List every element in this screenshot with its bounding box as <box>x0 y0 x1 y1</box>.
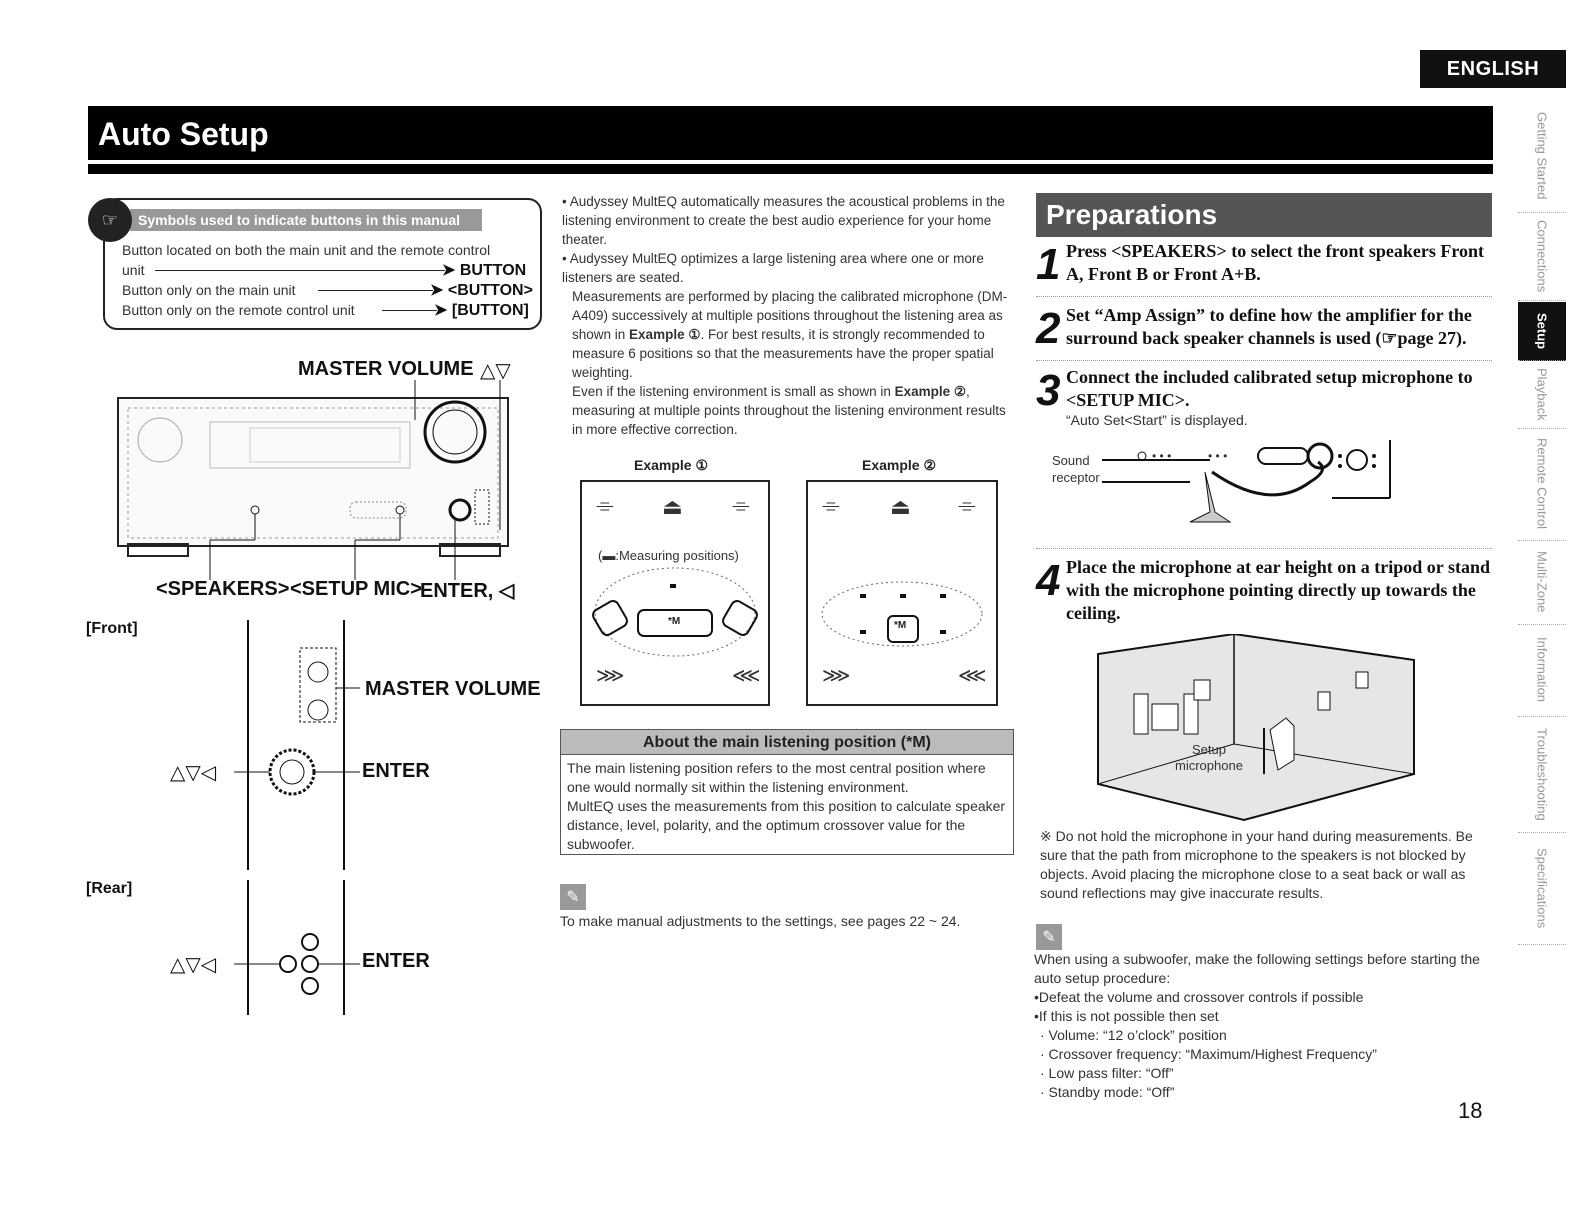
arrow-line-3 <box>382 310 437 311</box>
btn-label-both: ➤ BUTTON <box>442 262 527 279</box>
intro-para-2: Even if the listening environment is small as shown in Example ②, measuring at multiple points throughout the listening environment results in more effective correction. <box>572 384 1006 437</box>
label-speakers: <SPEAKERS> <box>156 578 290 600</box>
intro-para-1: Measurements are performed by placing the calibrated microphone (DM-A409) successively at multiple positions throughout the listening area as shown in Example ①. For best results, it is strongly recommended to measure 6 positions so that the measurements have the proper spatial weighting. <box>572 289 1008 380</box>
label-setup-mic: <SETUP MIC> <box>290 578 422 600</box>
symbols-line1b: unit <box>122 262 145 278</box>
remote-rear-diagram <box>170 880 370 1020</box>
step-3-text: Connect the included calibrated setup microphone to <SETUP MIC>. <box>1066 367 1473 410</box>
page-number: 18 <box>1458 1098 1483 1123</box>
label-rear-enter: ENTER <box>362 950 430 972</box>
svg-text:⋙: ⋙ <box>596 665 625 687</box>
example-2-diagram <box>806 480 998 706</box>
label-rear: [Rear] <box>86 880 133 897</box>
svg-text:⋘: ⋘ <box>732 665 761 687</box>
reference-hand-icon: ☞ <box>88 198 132 242</box>
sound-receptor-label: Sound receptor <box>1052 453 1100 485</box>
intro-bullet-2: • Audyssey MultEQ optimizes a large listening area where one or more listeners are seated. <box>562 251 984 285</box>
symbols-line2: Button only on the main unit <box>122 282 296 298</box>
room-mic-diagram <box>1094 634 1494 824</box>
step-4-text: Place the microphone at ear height on a tripod or stand with the microphone pointing directly up towards the ceiling. <box>1066 557 1490 623</box>
manual-adjust-note: To make manual adjustments to the settings, see pages 22 ~ 24. <box>560 913 961 929</box>
language-tab: ENGLISH <box>1420 50 1566 88</box>
pencil-note-icon: ✎ <box>1036 924 1062 950</box>
label-remote-master-volume: MASTER VOLUME <box>365 678 541 700</box>
intro-bullet-1: • Audyssey MultEQ automatically measures the acoustical problems in the listening environment to create the best audio experience for your home theater. <box>562 194 1005 247</box>
symbols-line1: Button located on both the main unit and the remote control <box>122 242 491 258</box>
tab-playback[interactable]: Playback <box>1518 360 1566 429</box>
step-3-number: 3 <box>1036 366 1061 415</box>
example-1-diagram <box>580 480 770 706</box>
about-para-2: MultEQ uses the measurements from this position to calculate speaker distance, level, polarity, and the optimum crossover value for the subwoofer. <box>567 798 1006 852</box>
warning-note: ※ Do not hold the microphone in your hand during measurements. Be sure that the path from microphone to the speakers is not blocked by objects. Avoid placing the microphone close to a seat back or wall as sound reflections may give inaccurate results. <box>1040 828 1473 901</box>
svg-text:⋙: ⋙ <box>822 665 851 687</box>
tab-remote-control[interactable]: Remote Control <box>1518 428 1566 541</box>
tab-getting-started[interactable]: Getting Started <box>1518 100 1566 213</box>
arrow-line-2 <box>318 290 433 291</box>
svg-text:⋘: ⋘ <box>958 665 987 687</box>
intro-text <box>562 192 1016 439</box>
label-front: [Front] <box>86 620 138 637</box>
step-separator <box>1036 296 1492 297</box>
example-2-main-position: *M <box>894 620 907 631</box>
symbols-heading: Symbols used to indicate buttons in this manual <box>130 209 482 231</box>
setup-microphone-label: Setup microphone <box>1175 742 1243 773</box>
subwoofer-intro: When using a subwoofer, make the following settings before starting the auto setup procedure: <box>1034 951 1480 986</box>
step-3-subtext: “Auto Set<Start” is displayed. <box>1066 412 1248 428</box>
symbols-line3: Button only on the remote control unit <box>122 302 355 318</box>
btn-label-remote: ➤ [BUTTON] <box>434 302 529 319</box>
svg-text:⌯: ⌯ <box>958 492 976 517</box>
step-4 <box>1036 556 1492 628</box>
svg-text:⌯: ⌯ <box>822 492 840 517</box>
step-1 <box>1036 240 1492 292</box>
btn-label-main: ➤ <BUTTON> <box>430 282 533 299</box>
remote-front-diagram <box>170 620 370 872</box>
label-remote-enter: ENTER <box>362 760 430 782</box>
tab-setup[interactable]: Setup <box>1518 302 1566 361</box>
title-bar <box>88 106 1493 160</box>
tab-specifications[interactable]: Specifications <box>1518 832 1566 945</box>
svg-text:⌯: ⌯ <box>732 492 750 517</box>
about-para-1: The main listening position refers to the most central position where one would normally sit within the listening environment. <box>567 760 986 795</box>
example-1-label: Example ① <box>634 457 709 473</box>
step-4-number: 4 <box>1036 556 1061 605</box>
step-2-text: Set “Amp Assign” to define how the amplifier for the surround back speaker channels is used (☞page 27). <box>1066 305 1472 348</box>
pencil-note-icon: ✎ <box>560 884 586 910</box>
tab-troubleshooting[interactable]: Troubleshooting <box>1518 716 1566 833</box>
svg-text:⌯: ⌯ <box>596 492 614 517</box>
step-2-number: 2 <box>1036 304 1061 353</box>
preparations-heading: Preparations <box>1036 193 1492 237</box>
example-legend: (▬:Measuring positions) <box>598 548 739 563</box>
subwoofer-notes <box>1034 950 1494 1102</box>
example-1-main-position: *M <box>668 616 681 627</box>
tab-multi-zone[interactable]: Multi-Zone <box>1518 540 1566 625</box>
label-enter-left: ENTER, ◁ <box>420 580 515 602</box>
label-master-volume: MASTER VOLUME <box>298 358 474 380</box>
subwoofer-bullet-1: •Defeat the volume and crossover controls if possible <box>1034 989 1364 1005</box>
label-arrows: △▽◁ <box>170 762 217 784</box>
step-separator <box>1036 360 1492 361</box>
label-up-down: △▽ <box>480 360 511 382</box>
tab-connections[interactable]: Connections <box>1518 212 1566 301</box>
example-2-label: Example ② <box>862 457 937 473</box>
arrow-line-1 <box>155 270 445 271</box>
step-1-text: Press <SPEAKERS> to select the front speakers Front A, Front B or Front A+B. <box>1066 241 1484 284</box>
about-heading: About the main listening position (*M) <box>560 729 1014 755</box>
subwoofer-item-lowpass: · Low pass filter: “Off” <box>1040 1065 1174 1081</box>
tab-information[interactable]: Information <box>1518 624 1566 717</box>
step-2 <box>1036 304 1492 356</box>
step-1-number: 1 <box>1036 240 1061 289</box>
subwoofer-item-volume: · Volume: “12 o’clock” position <box>1040 1027 1227 1043</box>
receiver-front-diagram <box>110 380 520 580</box>
subwoofer-item-crossover: · Crossover frequency: “Maximum/Highest Frequency” <box>1040 1046 1377 1062</box>
svg-text:⏏: ⏏ <box>890 494 911 519</box>
title-underline <box>88 164 1493 174</box>
subwoofer-item-standby: · Standby mode: “Off” <box>1040 1084 1175 1100</box>
svg-text:• • •: • • • <box>1208 449 1228 463</box>
about-body <box>560 755 1014 855</box>
step-separator <box>1036 548 1492 549</box>
subwoofer-bullet-2: •If this is not possible then set <box>1034 1008 1219 1024</box>
svg-text:• • •: • • • <box>1152 449 1172 463</box>
page-title: Auto Setup <box>98 116 269 152</box>
label-arrows-rear: △▽◁ <box>170 954 217 976</box>
svg-text:⏏: ⏏ <box>662 494 683 519</box>
